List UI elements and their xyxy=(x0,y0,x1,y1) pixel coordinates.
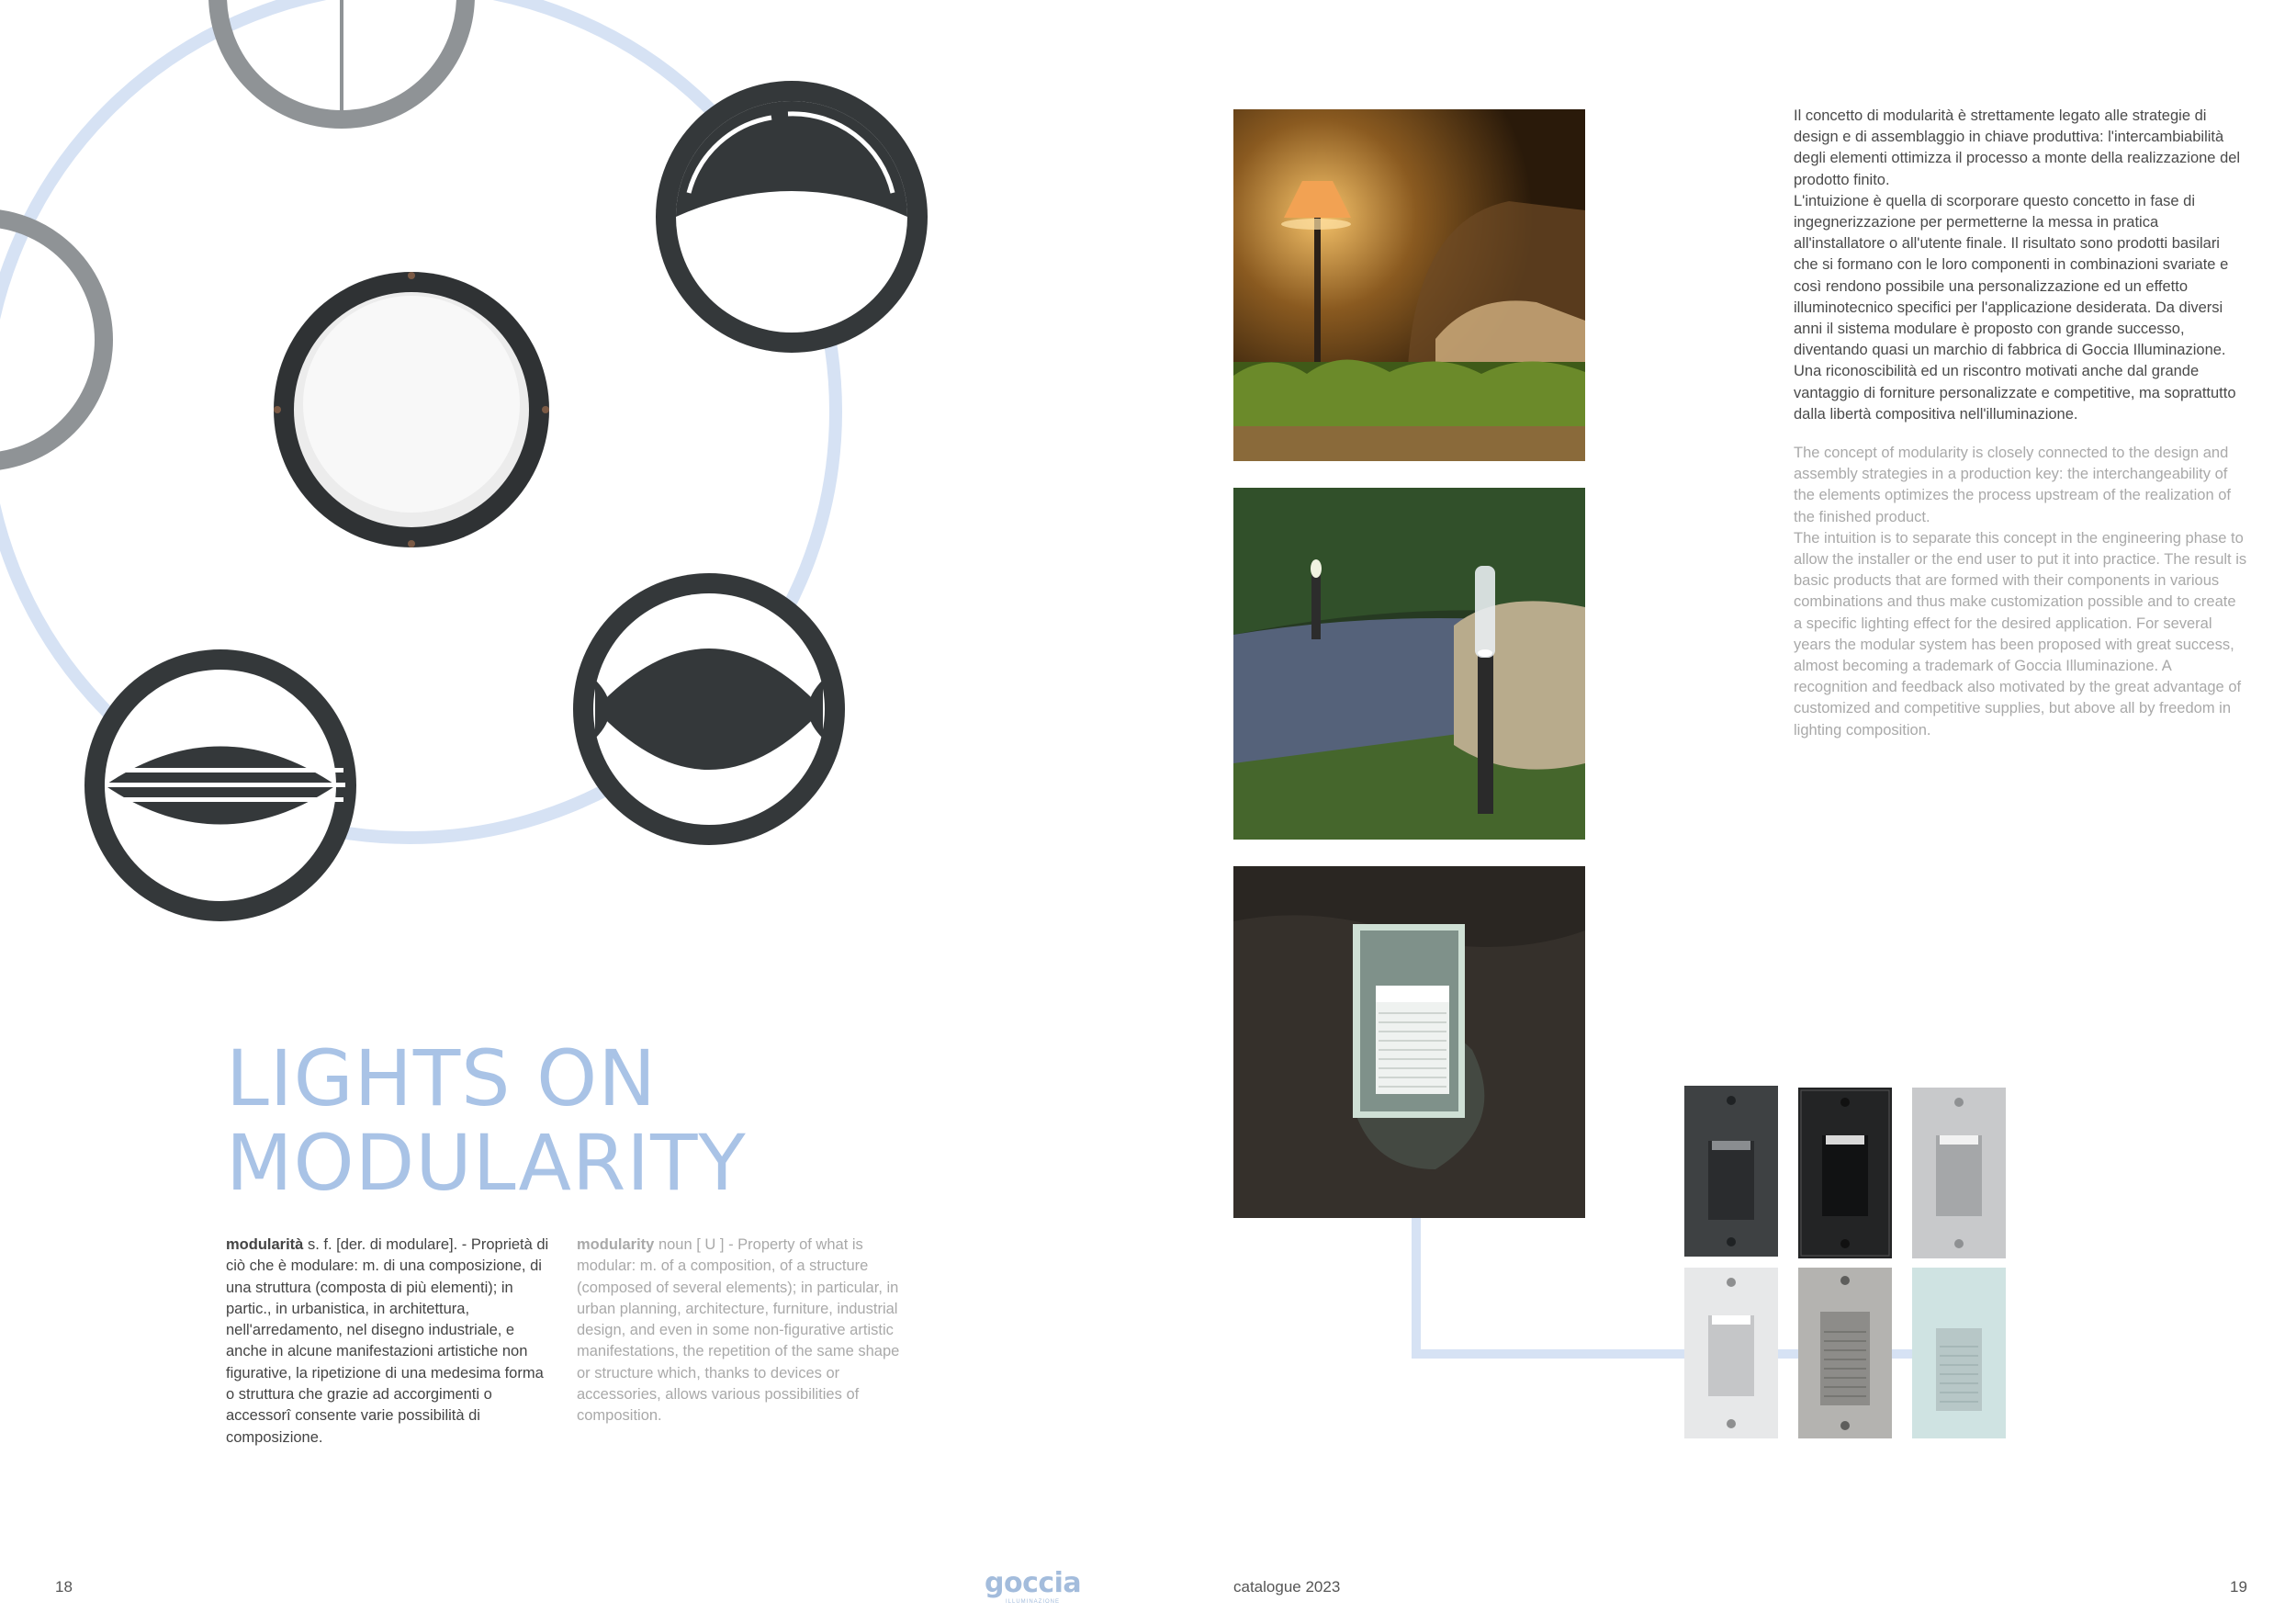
step-light-white xyxy=(1684,1268,1778,1438)
goccia-logo-subtitle: ILLUMINAZIONE xyxy=(1006,1599,1061,1605)
definition-body-it: s. f. [der. di modulare]. - Proprietà di ciò che è modulare: m. di una composizione, di una struttura (composta di più elementi); in partic., in urbanistica, in architettura, nell'arredamento, nel disegno industriale, e anche in alcune manifestazioni artistiche non figurative, la ripetizione di una medesima forma o struttura che grazie ad accorgimenti o accessorî consente varie possibilità di composizione. xyxy=(226,1236,549,1446)
step-light-black xyxy=(1798,1088,1892,1258)
page-number-left: 18 xyxy=(55,1578,73,1596)
step-light-in-wall-photo xyxy=(1233,866,1585,1218)
louvre-cover-fitting xyxy=(84,649,356,921)
title-line-2: MODULARITY xyxy=(226,1118,747,1208)
definition-term-en: modularity xyxy=(577,1236,655,1253)
bowtie-cover-fitting xyxy=(573,573,845,845)
paragraph-it-2: L'intuizione è quella di scorporare questo concetto in fase di ingegnerizzazione per permetterne la messa in pratica all'installatore o all'utente finale. Il risultato sono prodotti basilari che si formano con le loro componenti in combinazioni svariate e così rendono possibile una personalizzazione ed un effetto illuminotecnico specifici per l'applicazione desiderata. Da diversi anni il sistema modulare è proposto con grande successo, diventando quasi un marchio di fabbrica di Goccia Illuminazione. Una riconoscibilità ed un riscontro motivati anche dal grande vantaggio di forniture personalizzate e competitive, ma soprattutto dalla libertà compositiva nell'illuminazione. xyxy=(1794,192,2236,423)
paragraph-en-1: The concept of modularity is closely connected to the design and assembly strategies in a production key: the interchangeability of the elements optimizes the process upstream of the realization of the finished product. xyxy=(1794,445,2231,525)
title-line-1: LIGHTS ON xyxy=(226,1033,658,1123)
catalogue-label: catalogue 2023 xyxy=(1233,1578,1341,1596)
goccia-logo: goccia xyxy=(985,1567,1082,1599)
definition-italian xyxy=(226,1235,551,1449)
step-light-anthracite xyxy=(1684,1086,1778,1257)
step-light-steel xyxy=(1798,1268,1892,1438)
page-title xyxy=(226,1033,747,1208)
step-light-glass xyxy=(1912,1268,2006,1438)
definition-english xyxy=(577,1235,902,1427)
paragraph-it-1: Il concetto di modularità è strettamente legato alle strategie di design e di assemblaggio in chiave produttiva: l'intercambiabilità degli elementi ottimizza il processo a monte della realizzazione del prodotto finito. xyxy=(1794,107,2241,188)
paragraph-en-2: The intuition is to separate this concept in the engineering phase to allow the installer or the end user to put it into practice. The result is basic products that are formed with their components in various combinations and thus make customization possible and to create a specific lighting effect for the desired application. For several years the modular system has been proposed with great success, almost becoming a trademark of Goccia Illuminazione. A recognition and feedback also motivated by the great advantage of customized and competitive supplies, but above all by freedom in lighting composition. xyxy=(1794,529,2247,739)
round-diffuser-fitting xyxy=(274,272,549,547)
body-text-italian xyxy=(1794,106,2248,425)
body-text-english xyxy=(1794,443,2248,741)
eyelid-cover-fitting xyxy=(656,81,928,353)
garden-lamp-photo xyxy=(1233,109,1585,461)
definition-body-en: noun [ U ] - Property of what is modular: m. of a composition, of a structure (composed of several elements); in particular, in urban planning, architecture, furniture, industrial design, and even in some non-figurative artistic manifestations, the repetition of the same shape or structure which, thanks to devices or accessories, allows various possibilities of composition. xyxy=(577,1236,900,1425)
definition-term-it: modularità xyxy=(226,1236,304,1253)
step-light-silver xyxy=(1912,1088,2006,1258)
bollard-photo xyxy=(1233,488,1585,840)
page-number-right: 19 xyxy=(2230,1578,2247,1596)
modular-fittings-illustration xyxy=(0,0,964,955)
